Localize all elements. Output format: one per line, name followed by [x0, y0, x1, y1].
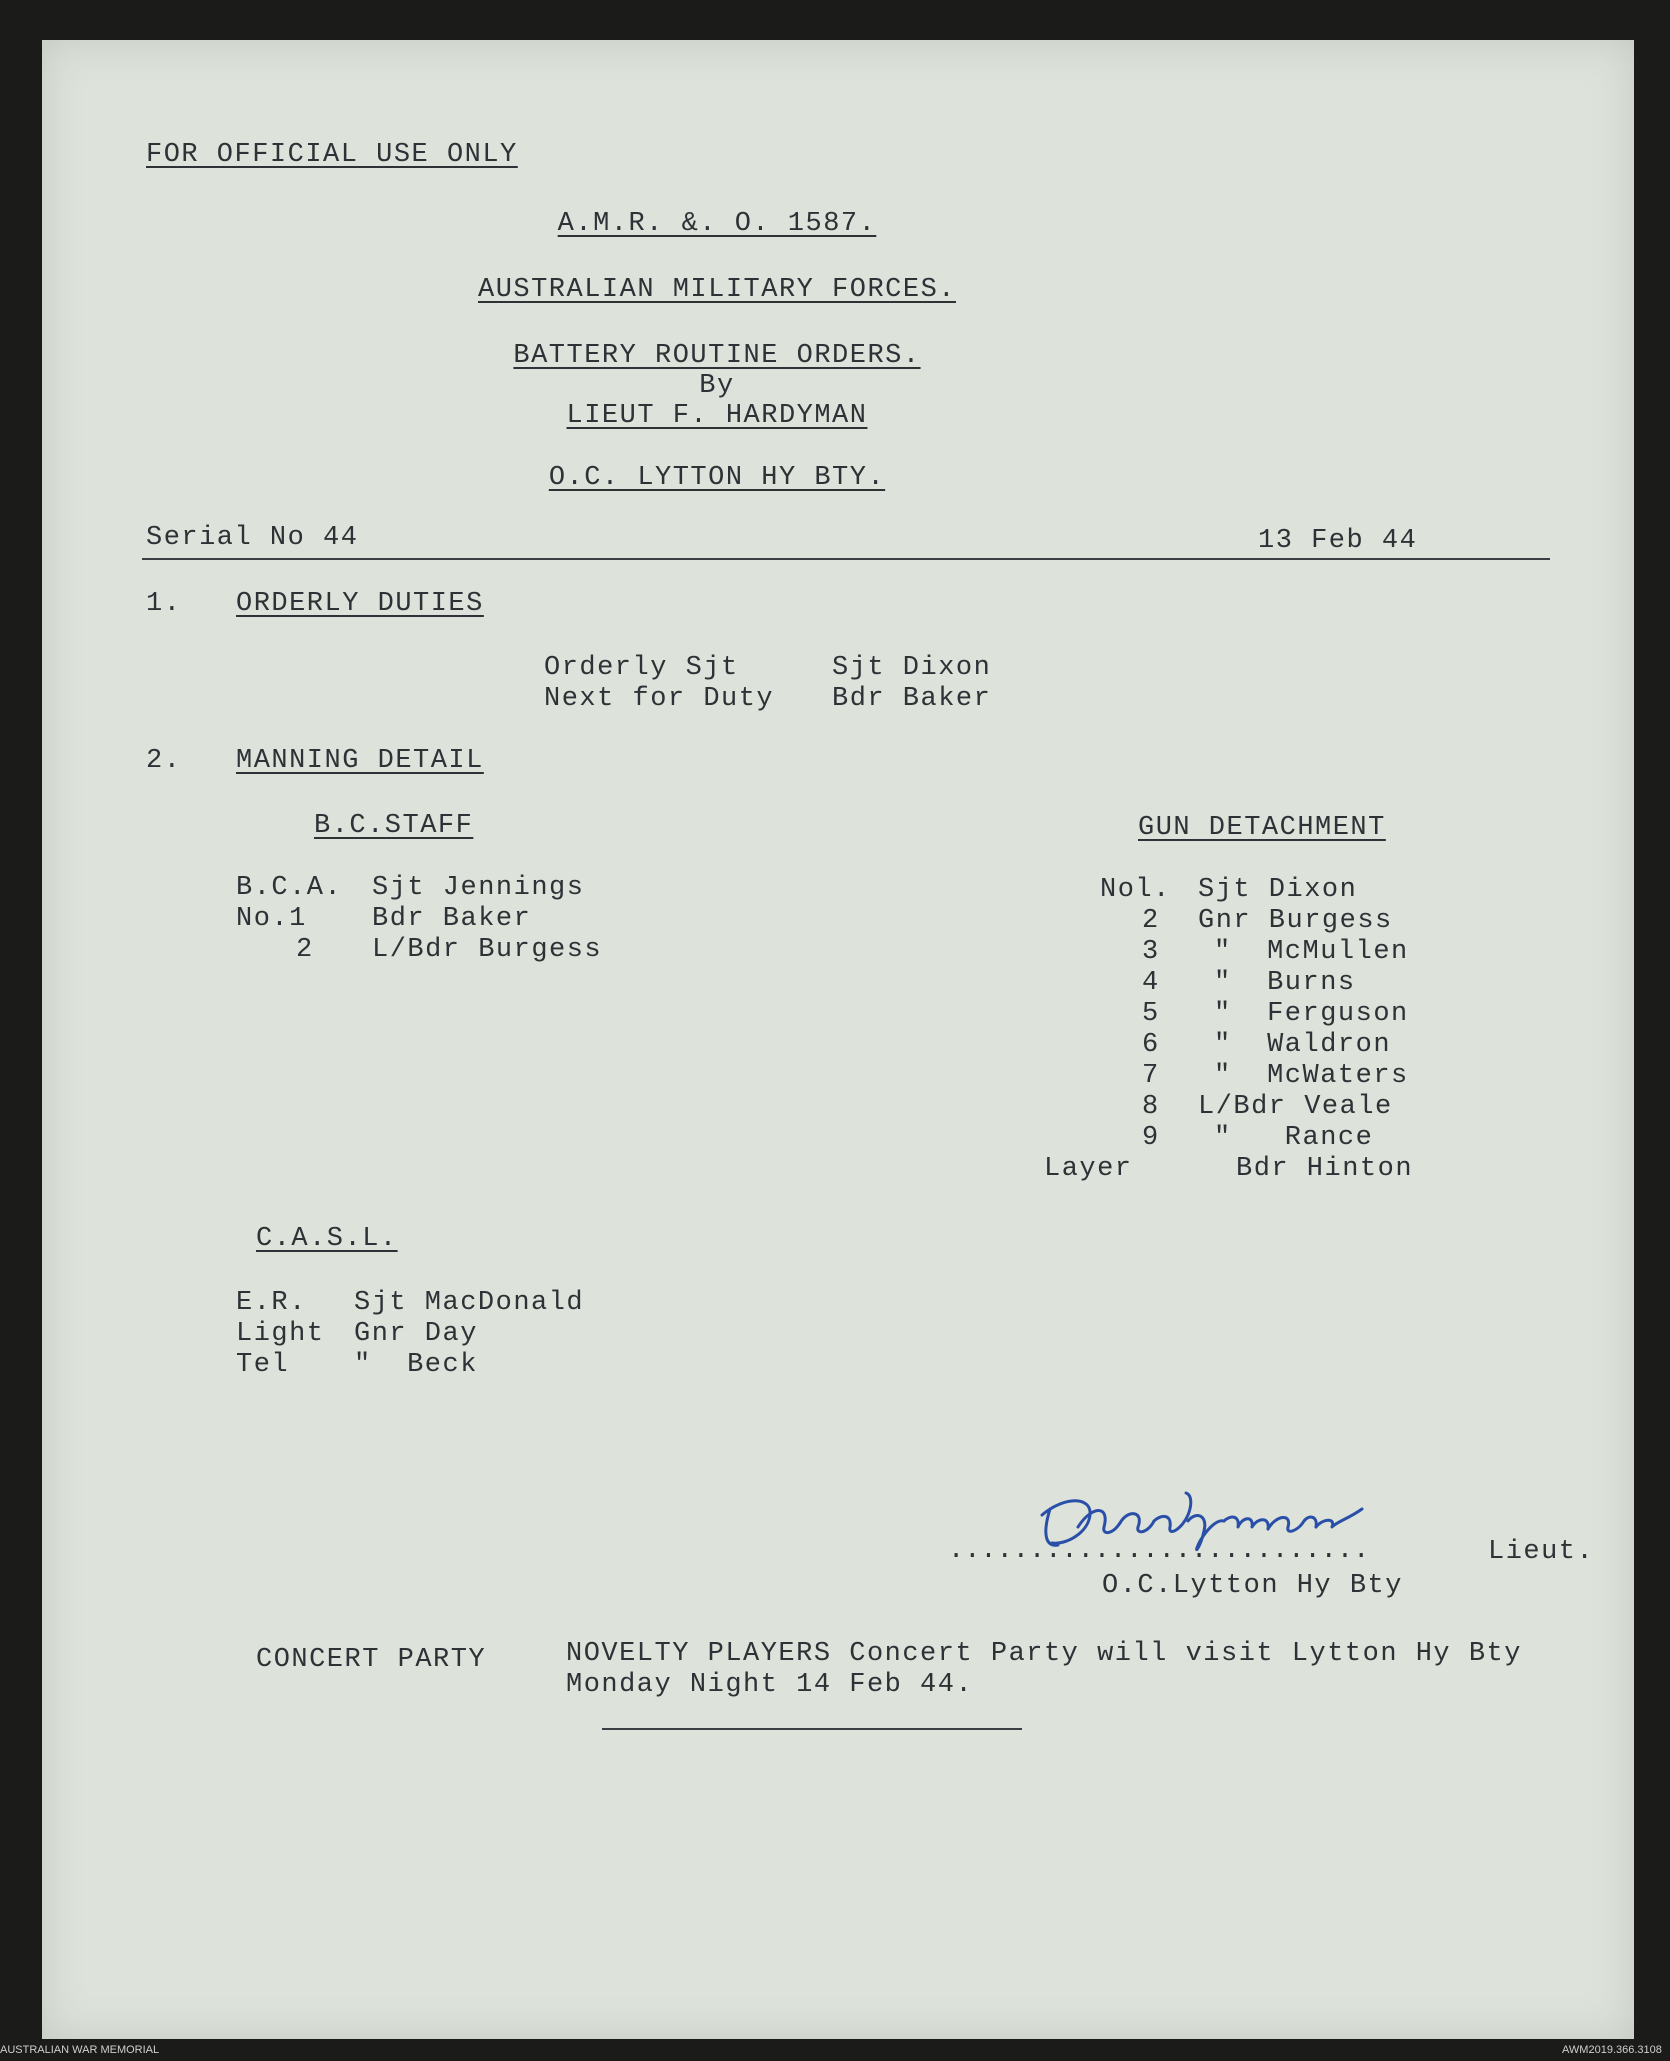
- signature-rank: Lieut.: [1488, 1537, 1595, 1567]
- closing-rule: [602, 1728, 1022, 1730]
- gun-crew-name: " Burns: [1214, 968, 1356, 998]
- section-1-number: 1.: [146, 589, 182, 619]
- serial-number: Serial No 44: [146, 523, 359, 553]
- archive-credit: AUSTRALIAN WAR MEMORIAL: [0, 2044, 160, 2056]
- casl-position: Light: [236, 1319, 325, 1349]
- gun-position: Nol.: [1100, 875, 1171, 905]
- duty-name: Sjt Dixon: [832, 653, 992, 683]
- concert-line-1: NOVELTY PLAYERS Concert Party will visit Lytton Hy Bty: [566, 1639, 1522, 1669]
- gun-crew-name: " McWaters: [1214, 1061, 1409, 1091]
- casl-name: " Beck: [354, 1350, 478, 1380]
- gun-position: 9: [1142, 1123, 1160, 1153]
- gun-position: 2: [1142, 906, 1160, 936]
- gun-crew-name: " Ferguson: [1214, 999, 1409, 1029]
- order-date: 13 Feb 44: [1258, 526, 1418, 556]
- gun-crew-name: " Rance: [1214, 1123, 1374, 1153]
- duty-role: Orderly Sjt: [544, 653, 739, 683]
- gun-position: Layer: [1044, 1154, 1133, 1184]
- document-type: BATTERY ROUTINE ORDERS.: [513, 341, 921, 371]
- gun-position: 7: [1142, 1061, 1160, 1091]
- officer-name: LIEUT F. HARDYMAN: [566, 401, 868, 431]
- gun-detachment-title: GUN DETACHMENT: [1138, 813, 1386, 843]
- concert-label: CONCERT PARTY: [256, 1645, 487, 1675]
- bc-staff-position: B.C.A.: [236, 873, 343, 903]
- casl-name: Gnr Day: [354, 1319, 478, 1349]
- gun-crew-name: Gnr Burgess: [1198, 906, 1393, 936]
- gun-crew-name: Bdr Hinton: [1236, 1154, 1414, 1184]
- casl-position: E.R.: [236, 1288, 307, 1318]
- duty-name: Bdr Baker: [832, 684, 992, 714]
- section-1-title: ORDERLY DUTIES: [236, 589, 484, 619]
- bc-staff-position: 2: [296, 935, 314, 965]
- signature-dots: ..........................: [948, 1536, 1370, 1566]
- casl-name: Sjt MacDonald: [354, 1288, 585, 1318]
- archive-reference: AWM2019.366.3108: [1562, 2044, 1662, 2056]
- concert-line-2: Monday Night 14 Feb 44.: [566, 1670, 974, 1700]
- force-title: AUSTRALIAN MILITARY FORCES.: [478, 275, 956, 305]
- gun-position: 3: [1142, 937, 1160, 967]
- gun-crew-name: L/Bdr Veale: [1198, 1092, 1393, 1122]
- casl-position: Tel: [236, 1350, 290, 1380]
- section-2-number: 2.: [146, 746, 182, 776]
- gun-crew-name: " McMullen: [1214, 937, 1409, 967]
- casl-title: C.A.S.L.: [256, 1224, 398, 1254]
- header-rule: [142, 558, 1550, 560]
- gun-position: 4: [1142, 968, 1160, 998]
- unit-title: O.C. LYTTON HY BTY.: [548, 463, 886, 493]
- bc-staff-name: L/Bdr Burgess: [372, 935, 603, 965]
- form-reference: A.M.R. &. O. 1587.: [557, 209, 877, 239]
- bc-staff-position: No.1: [236, 904, 307, 934]
- gun-position: 8: [1142, 1092, 1160, 1122]
- document-page: [42, 40, 1634, 2039]
- signature-unit: O.C.Lytton Hy Bty: [1102, 1571, 1403, 1601]
- gun-crew-name: " Waldron: [1214, 1030, 1392, 1060]
- gun-position: 5: [1142, 999, 1160, 1029]
- bc-staff-title: B.C.STAFF: [314, 811, 474, 841]
- bc-staff-name: Bdr Baker: [372, 904, 532, 934]
- gun-crew-name: Sjt Dixon: [1198, 875, 1358, 905]
- duty-role: Next for Duty: [544, 684, 775, 714]
- by-label: By: [699, 371, 735, 401]
- classification-label: FOR OFFICIAL USE ONLY: [146, 140, 518, 170]
- section-2-title: MANNING DETAIL: [236, 746, 484, 776]
- gun-position: 6: [1142, 1030, 1160, 1060]
- bc-staff-name: Sjt Jennings: [372, 873, 585, 903]
